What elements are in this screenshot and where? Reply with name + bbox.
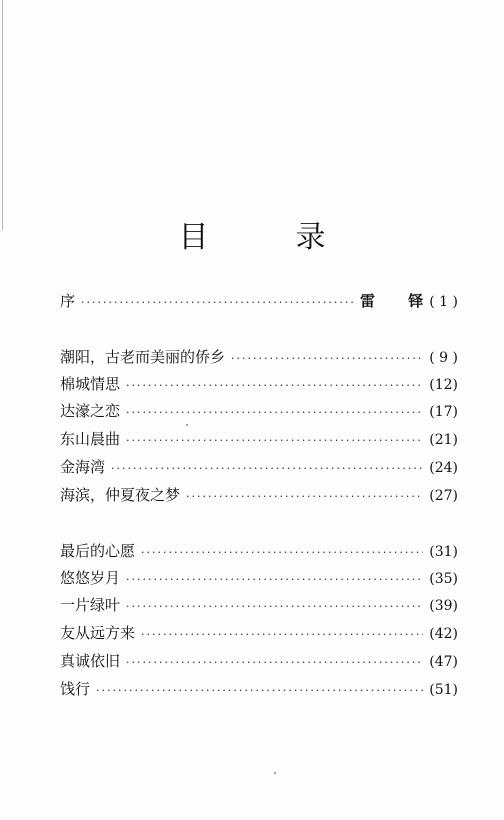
toc-entry-title: 海滨，仲夏夜之梦 <box>60 486 181 504</box>
leader-dots <box>126 656 423 669</box>
leader-dots <box>126 406 423 419</box>
toc-entry-page: (35) <box>429 571 458 587</box>
toc-entry-author: 雷 铎 <box>360 292 438 310</box>
page-title <box>0 212 504 256</box>
leader-dots <box>231 352 423 365</box>
toc-entry <box>60 373 458 395</box>
toc-entry-page: (39) <box>429 598 458 614</box>
toc-entry-title: 友从远方来 <box>60 624 136 642</box>
leader-dots <box>126 434 423 447</box>
toc-entry-page: ( 1 ) <box>429 294 458 310</box>
toc-entry <box>60 594 458 616</box>
toc-entry <box>60 428 458 450</box>
leader-dots <box>96 684 423 697</box>
toc-entry-page: (27) <box>429 488 458 504</box>
toc-entry <box>60 567 458 589</box>
print-speck <box>186 424 188 426</box>
toc-entry <box>60 346 458 368</box>
toc-entry <box>60 540 458 562</box>
leader-dots <box>111 462 423 475</box>
toc-entry-preface <box>60 290 458 312</box>
toc-entry-title: 金海湾 <box>60 458 106 476</box>
page-edge-line <box>2 0 3 230</box>
leader-dots <box>141 628 423 641</box>
leader-dots <box>126 600 423 613</box>
toc-entry <box>60 456 458 478</box>
toc-entry-page: ( 9 ) <box>429 350 458 366</box>
leader-dots <box>141 546 423 559</box>
print-speck <box>274 772 276 774</box>
toc-entry-title: 饯行 <box>60 680 91 698</box>
toc-entry-page: (51) <box>429 682 458 698</box>
toc-entry-page: (31) <box>429 544 458 560</box>
toc-entry <box>60 678 458 700</box>
toc-entry <box>60 400 458 422</box>
toc-entry-title: 达濠之恋 <box>60 402 121 420</box>
leader-dots <box>81 296 354 309</box>
toc-entry-page: (24) <box>429 460 458 476</box>
toc-entry-page: (21) <box>429 432 458 448</box>
title-char-2: 录 <box>295 220 326 255</box>
title-char-1: 目 <box>178 220 209 255</box>
toc-entry-page: (47) <box>429 654 458 670</box>
toc-entry-page: (12) <box>429 377 458 393</box>
toc-entry-page: (17) <box>429 404 458 420</box>
toc-entry <box>60 484 458 506</box>
leader-dots <box>186 490 423 503</box>
toc-entry-title: 棉城情思 <box>60 375 121 393</box>
toc-entry-title: 悠悠岁月 <box>60 569 121 587</box>
toc-entry <box>60 622 458 644</box>
toc-entry-title: 潮阳，古老而美丽的侨乡 <box>60 348 226 366</box>
toc-entry-title: 东山晨曲 <box>60 430 121 448</box>
toc-entry-title: 序 <box>60 292 76 310</box>
toc-entry <box>60 650 458 672</box>
toc-entry-title: 真诚依旧 <box>60 652 121 670</box>
toc-entry-title: 一片绿叶 <box>60 596 121 614</box>
leader-dots <box>126 379 423 392</box>
toc-entry-title: 最后的心愿 <box>60 542 136 560</box>
leader-dots <box>126 573 423 586</box>
toc-entry-page: (42) <box>429 626 458 642</box>
